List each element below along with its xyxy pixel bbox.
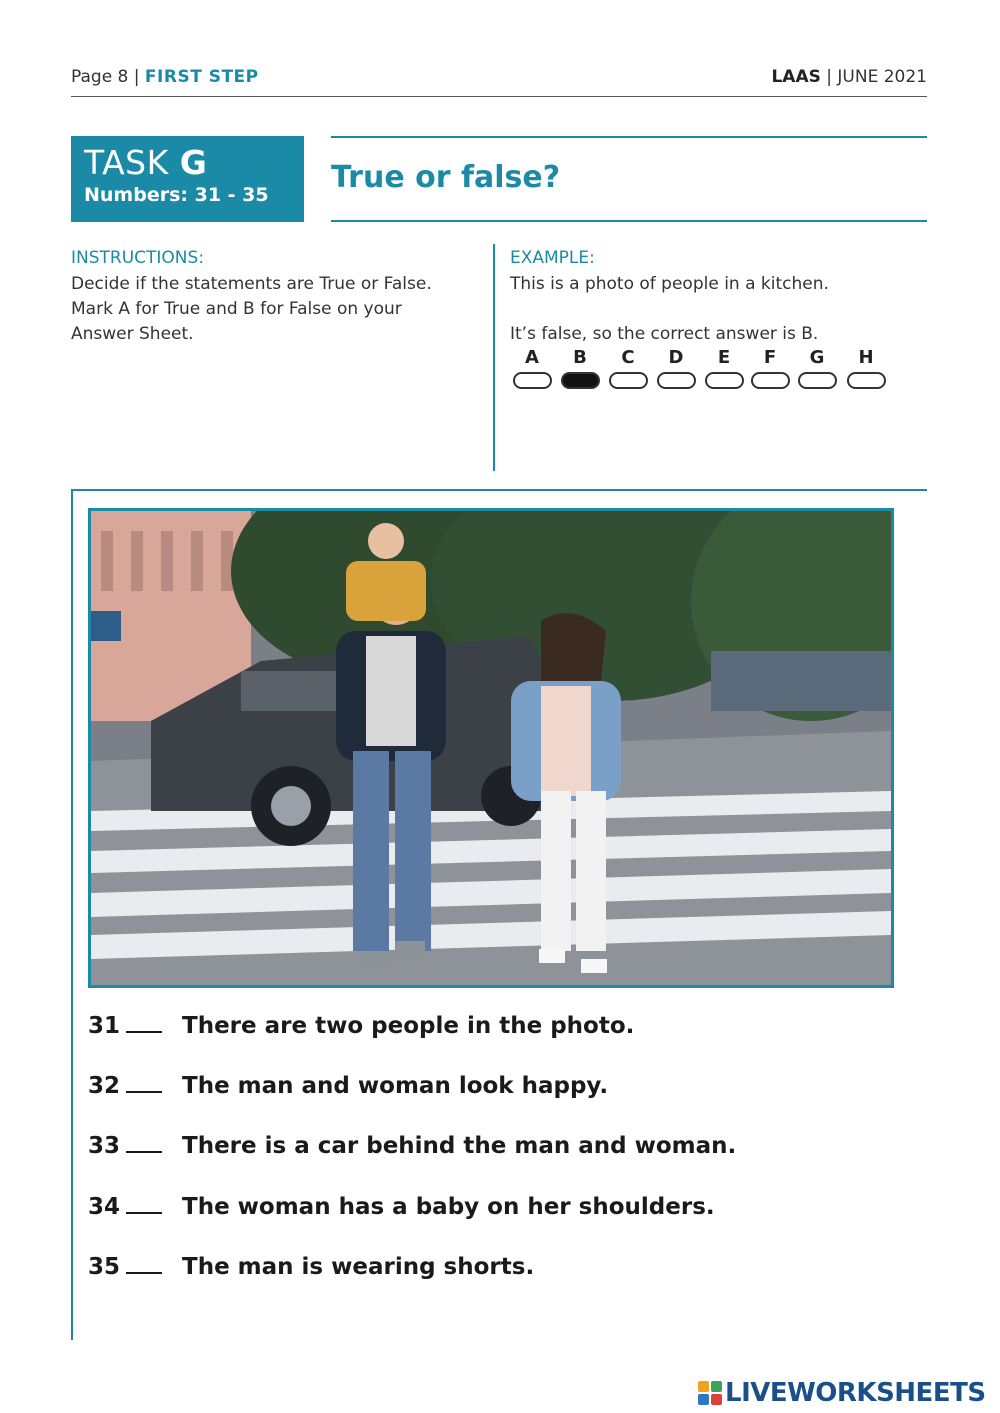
- answer-blank[interactable]: [126, 1254, 162, 1274]
- title-rule-bottom: [331, 220, 927, 222]
- photo-frame-top: [71, 489, 927, 491]
- question-item: [88, 1013, 634, 1039]
- example-answer-text: It’s false, so the correct answer is B.: [510, 324, 819, 344]
- bubble-option-d[interactable]: [654, 348, 698, 389]
- bubble-option-g[interactable]: [795, 348, 839, 389]
- bubble-oval[interactable]: [513, 372, 552, 389]
- answer-bubbles: [510, 348, 890, 396]
- bubble-option-b[interactable]: [558, 348, 602, 389]
- bubble-oval[interactable]: [798, 372, 837, 389]
- logo-text: LIVEWORKSHEETS: [725, 1378, 986, 1408]
- answer-blank[interactable]: [126, 1013, 162, 1033]
- issue-date: JUNE 2021: [837, 67, 927, 87]
- bubble-letter: G: [809, 347, 825, 368]
- task-word: TASK: [84, 143, 169, 182]
- bubble-letter: C: [621, 347, 635, 368]
- page-number: Page 8: [71, 67, 129, 87]
- bubble-option-f[interactable]: [748, 348, 792, 389]
- header-separator: |: [133, 67, 140, 87]
- task-numbers: Numbers: 31 - 35: [84, 184, 269, 206]
- question-text: There are two people in the photo.: [182, 1013, 635, 1039]
- bubble-oval[interactable]: [705, 372, 744, 389]
- instructions-heading: INSTRUCTIONS:: [71, 248, 205, 268]
- header-divider: [71, 96, 927, 97]
- page-header-right: [771, 67, 927, 87]
- question-text: The woman has a baby on her shoulders.: [182, 1194, 715, 1220]
- liveworksheets-logo[interactable]: [698, 1378, 986, 1408]
- bubble-option-c[interactable]: [606, 348, 650, 389]
- photo-frame-left: [71, 489, 73, 1340]
- column-divider: [493, 244, 495, 471]
- instructions-line: Decide if the statements are True or False.: [71, 274, 432, 294]
- bubble-letter: E: [717, 347, 731, 368]
- answer-blank[interactable]: [126, 1194, 162, 1214]
- brand-name: LAAS: [771, 67, 821, 87]
- question-item: [88, 1133, 736, 1159]
- task-box: [71, 136, 304, 222]
- bubble-option-e[interactable]: [702, 348, 746, 389]
- example-heading: EXAMPLE:: [510, 248, 595, 268]
- instructions-text: [71, 272, 481, 347]
- section-name: FIRST STEP: [144, 67, 259, 87]
- question-number: 32: [88, 1073, 121, 1099]
- bubble-letter: H: [858, 347, 874, 368]
- question-item: [88, 1254, 534, 1280]
- question-number: 31: [88, 1013, 121, 1039]
- bubble-letter: B: [573, 347, 587, 368]
- question-text: The man and woman look happy.: [182, 1073, 609, 1099]
- answer-blank[interactable]: [126, 1133, 162, 1153]
- instructions-line: Mark A for True and B for False on your: [71, 299, 402, 319]
- page-header-left: [71, 67, 259, 87]
- bubble-oval[interactable]: [847, 372, 886, 389]
- street-photo: [88, 508, 894, 988]
- question-text: The man is wearing shorts.: [182, 1254, 535, 1280]
- street-photo-illustration: [91, 511, 891, 985]
- bubble-letter: F: [763, 347, 777, 368]
- question-item: [88, 1073, 608, 1099]
- bubble-oval-selected[interactable]: [561, 372, 600, 389]
- instructions-line: Answer Sheet.: [71, 324, 194, 344]
- logo-grid-icon: [698, 1381, 722, 1405]
- task-label: [84, 144, 207, 182]
- bubble-oval[interactable]: [751, 372, 790, 389]
- title-rule-top: [331, 136, 927, 138]
- question-number: 34: [88, 1194, 121, 1220]
- example-statement: This is a photo of people in a kitchen.: [510, 274, 829, 294]
- bubble-option-a[interactable]: [510, 348, 554, 389]
- bubble-letter: A: [525, 347, 539, 368]
- header-separator-right: |: [826, 67, 832, 87]
- bubble-letter: D: [668, 347, 684, 368]
- task-title: True or false?: [331, 160, 561, 195]
- bubble-oval[interactable]: [657, 372, 696, 389]
- answer-blank[interactable]: [126, 1073, 162, 1093]
- bubble-option-h[interactable]: [844, 348, 888, 389]
- bubble-oval[interactable]: [609, 372, 648, 389]
- question-text: There is a car behind the man and woman.: [182, 1133, 737, 1159]
- question-number: 33: [88, 1133, 121, 1159]
- question-number: 35: [88, 1254, 121, 1280]
- task-letter: G: [179, 143, 208, 182]
- question-item: [88, 1194, 715, 1220]
